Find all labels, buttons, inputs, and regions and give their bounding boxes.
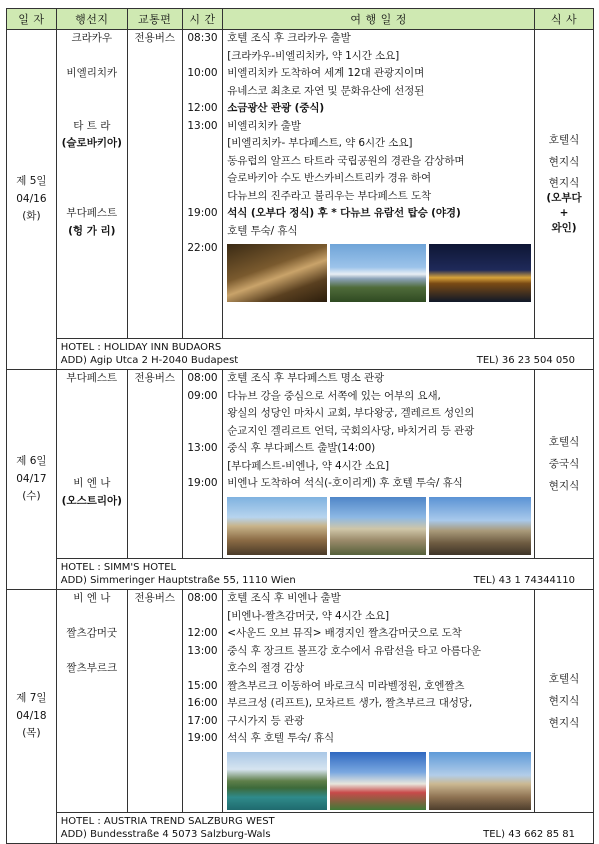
- time-line: [183, 660, 223, 678]
- tatra-mountains-photo: [330, 244, 426, 302]
- schedule-line: 호수의 절경 감상: [227, 662, 305, 674]
- transport-cell: [127, 590, 182, 813]
- place-line: 크라카우: [71, 32, 113, 44]
- transport-cell: [127, 370, 182, 559]
- place-line: (슬로바키아): [61, 137, 122, 149]
- schedule-cell: [223, 590, 535, 813]
- header-place: 행선지: [56, 9, 127, 30]
- hotel-name: HOTEL : HOLIDAY INN BUDAORS: [60, 342, 222, 353]
- hotel-address: ADD) Bundesstraße 4 5073 Salzburg-Wals: [60, 829, 271, 840]
- transport-cell: [127, 30, 182, 339]
- schedule-cell: [223, 370, 535, 559]
- schedule-line: 비엘리치카 도착하여 세계 12대 관광지이며: [227, 67, 425, 79]
- time-line: 22:00: [187, 242, 218, 254]
- time-line: [183, 608, 223, 626]
- place-line: 비엘리치카: [66, 67, 118, 79]
- hotel-info: [61, 574, 589, 587]
- place-line: 부다페스트: [66, 372, 118, 384]
- hotel-row-6: [7, 559, 594, 590]
- place-line: [57, 405, 127, 423]
- day-cell: [7, 590, 57, 844]
- schedule-line: [크라카우-비엘리치카, 약 1시간 소요]: [227, 49, 400, 62]
- place-line: 비 엔 나: [73, 592, 111, 604]
- schedule-cell: [223, 30, 535, 339]
- meal-item: 호텔식: [548, 673, 580, 685]
- schedule-line: [부다페스트-비엔나, 약 4시간 소요]: [227, 459, 390, 472]
- place-line: [57, 100, 127, 118]
- meal-item: 현지식: [548, 156, 580, 168]
- schedule-line: 비엘리치카 출발: [227, 119, 301, 132]
- meal-item: 중국식: [548, 458, 580, 470]
- salt-mine-photo: [227, 244, 327, 302]
- meal-line: 현지식: [548, 177, 580, 189]
- day-number: 제 5일: [16, 175, 47, 188]
- schedule-line: [비엔나-짤츠감머굿, 약 4시간 소요]: [227, 609, 390, 622]
- vienna-cathedral-photo: [429, 497, 531, 555]
- buda-castle-photo: [330, 497, 426, 555]
- day-date: 04/17: [16, 472, 47, 485]
- time-line: 16:00: [187, 697, 218, 709]
- matthias-church-photo: [227, 497, 327, 555]
- place-line: [57, 188, 127, 206]
- schedule-line: 짤츠부르크 이동하여 바로크식 미라벨정원, 호엔짤츠: [227, 679, 465, 692]
- hotel-row-7: [7, 813, 594, 844]
- place-cell: [56, 590, 127, 813]
- schedule-line: 호텔 투숙/ 휴식: [227, 224, 298, 237]
- hotel-address: ADD) Agip Utca 2 H-2040 Budapest: [60, 355, 239, 366]
- schedule-line: 호텔 조식 후 비엔나 출발: [227, 592, 341, 604]
- hotel-cell: [56, 559, 593, 590]
- meal-item: [535, 176, 593, 236]
- time-line: 19:00: [187, 732, 218, 744]
- time-line: 19:00: [187, 207, 218, 219]
- time-cell: [182, 590, 223, 813]
- day-cell: [7, 370, 57, 590]
- photo-strip: [227, 752, 534, 810]
- place-line: 짤츠부르크: [66, 662, 118, 674]
- hotel-address: ADD) Simmeringer Hauptstraße 55, 1110 Wien: [60, 575, 296, 586]
- time-line: 13:00: [187, 442, 218, 454]
- meal-cell: [535, 370, 594, 559]
- time-line: 19:00: [187, 477, 218, 489]
- place-line: 비 엔 나: [73, 477, 111, 489]
- hotel-cell: [56, 339, 593, 370]
- place-line: (오스트리아): [61, 494, 122, 507]
- place-line: [57, 458, 127, 476]
- schedule-line: 다뉴브 강을 중심으로 서쪽에 있는 어부의 요새,: [227, 389, 441, 402]
- header-time: 시 간: [182, 9, 223, 30]
- time-line: 08:00: [187, 592, 218, 604]
- meal-item: 호텔식: [548, 436, 580, 448]
- day-row-5: [7, 30, 594, 339]
- time-cell: [182, 370, 223, 559]
- hotel-info: [61, 828, 589, 841]
- place-line: [57, 48, 127, 66]
- schedule-line: 슬로바키아 수도 반스카비스트리카 경유 하여: [227, 172, 432, 184]
- place-line: [57, 170, 127, 188]
- schedule-line: 호텔 조식 후 부다페스트 명소 관광: [227, 372, 385, 384]
- header-day: 일 자: [7, 9, 57, 30]
- hotel-name: HOTEL : AUSTRIA TREND SALZBURG WEST: [60, 816, 275, 827]
- meal-item: 현지식: [548, 717, 580, 729]
- time-line: 15:00: [187, 679, 218, 692]
- meal-item: 현지식: [548, 695, 580, 707]
- time-line: 13:00: [187, 119, 218, 132]
- schedule-line: 소금광산 관광 (중식): [227, 102, 325, 114]
- place-line: [57, 440, 127, 458]
- schedule-line: 순교지인 겔리르트 언덕, 국회의사당, 바치거리 등 관광: [227, 424, 475, 437]
- hotel-tel: TEL) 43 1 74344110: [473, 575, 575, 586]
- day-weekday: (목): [22, 727, 41, 740]
- time-line: [183, 170, 223, 188]
- place-line: [57, 643, 127, 661]
- day-number: 제 7일: [16, 692, 47, 705]
- place-cell: [56, 30, 127, 339]
- day-row-7: [7, 590, 594, 813]
- transport-label: 전용버스: [134, 592, 176, 604]
- time-line: [183, 223, 223, 241]
- schedule-line: <사운드 오브 뮤직> 배경지인 짤츠감머굿으로 도착: [227, 627, 462, 639]
- place-line: (헝 가 리): [68, 224, 116, 237]
- time-cell: [182, 30, 223, 339]
- day-date: 04/16: [16, 192, 47, 205]
- time-line: [183, 153, 223, 171]
- itinerary-table: [6, 8, 594, 844]
- header-transport: 교통편: [127, 9, 182, 30]
- time-line: [183, 458, 223, 476]
- time-line: 17:00: [187, 714, 218, 727]
- time-line: 12:00: [187, 627, 218, 639]
- schedule-line: 유네스코 최초로 자연 및 문화유산에 선정된: [227, 84, 425, 97]
- schedule-line: 왕실의 성당인 마차시 교회, 부다왕궁, 겔레르트 성인의: [227, 407, 475, 419]
- time-line: [183, 423, 223, 441]
- schedule-line: 중식 후 장크트 볼프강 호수에서 유람선을 타고 아름다운: [227, 644, 481, 657]
- place-line: [57, 388, 127, 406]
- time-line: 10:00: [187, 67, 218, 79]
- schedule-line: 동유럽의 알프스 타트라 국립공원의 경관을 감상하며: [227, 154, 465, 167]
- itinerary-sheet: [6, 8, 594, 844]
- schedule-line: 부르크성 (리프트), 모차르트 생가, 짤츠부르크 대성당,: [227, 697, 473, 709]
- schedule-line: 다뉴브의 진주라고 불리우는 부다페스트 도착: [227, 189, 432, 202]
- hotel-info: [61, 354, 589, 367]
- photo-strip: [227, 497, 534, 555]
- schedule-line: 비엔나 도착하여 석식(-호이리게) 후 호텔 투숙/ 휴식: [227, 477, 463, 489]
- meal-cell: [535, 30, 594, 339]
- time-line: 08:30: [187, 32, 218, 44]
- hotel-tel: TEL) 36 23 504 050: [476, 355, 575, 366]
- time-line: [183, 83, 223, 101]
- danube-night-photo: [429, 244, 531, 302]
- time-line: [183, 135, 223, 153]
- schedule-line: 중식 후 부다페스트 출발(14:00): [227, 442, 376, 454]
- time-line: 12:00: [187, 102, 218, 114]
- place-line: [57, 153, 127, 171]
- header-schedule: 여 행 일 정: [223, 9, 535, 30]
- photo-strip: [227, 244, 534, 302]
- place-line: 타 트 라: [73, 119, 111, 132]
- day-number: 제 6일: [16, 455, 47, 468]
- time-line: [183, 48, 223, 66]
- salzburg-cathedral-photo: [429, 752, 531, 810]
- meal-item: 호텔식: [548, 134, 580, 146]
- day-row-6: [7, 370, 594, 559]
- place-line: [57, 83, 127, 101]
- wolfgangsee-photo: [227, 752, 327, 810]
- time-line: [183, 188, 223, 206]
- transport-label: 전용버스: [134, 32, 176, 44]
- day-date: 04/18: [16, 709, 47, 722]
- place-line: [57, 608, 127, 626]
- hotel-cell: [56, 813, 593, 844]
- day-cell: [7, 30, 57, 370]
- mirabell-garden-photo: [330, 752, 426, 810]
- hotel-tel: TEL) 43 662 85 81: [483, 829, 575, 840]
- schedule-line: 석식 후 호텔 투숙/ 휴식: [227, 732, 335, 744]
- place-line: 부다페스트: [66, 207, 118, 219]
- place-line: 짤츠감머굿: [66, 627, 118, 639]
- day-weekday: (수): [22, 490, 41, 503]
- schedule-line: [비엘리치카- 부다페스트, 약 6시간 소요]: [227, 137, 413, 149]
- day-weekday: (화): [22, 210, 41, 223]
- schedule-line: 구시가지 등 관광: [227, 714, 305, 727]
- schedule-line: 석식 (오부다 정식) 후 * 다뉴브 유람선 탑승 (야경): [227, 207, 461, 219]
- time-line: 13:00: [187, 644, 218, 657]
- place-line: [57, 423, 127, 441]
- meal-cell: [535, 590, 594, 813]
- place-cell: [56, 370, 127, 559]
- time-line: [183, 405, 223, 423]
- schedule-line: 호텔 조식 후 크라카우 출발: [227, 32, 351, 44]
- meal-item: 현지식: [548, 480, 580, 492]
- meal-line: 와인): [551, 222, 577, 234]
- time-line: 08:00: [187, 372, 218, 384]
- header-meal: 식 사: [535, 9, 594, 30]
- hotel-name: HOTEL : SIMM'S HOTEL: [60, 562, 177, 573]
- time-line: 09:00: [187, 389, 218, 402]
- meal-line: +: [559, 207, 569, 219]
- hotel-row-5: [7, 339, 594, 370]
- table-header-row: [7, 9, 594, 30]
- transport-label: 전용버스: [134, 372, 176, 384]
- meal-line: (오부다: [546, 192, 582, 204]
